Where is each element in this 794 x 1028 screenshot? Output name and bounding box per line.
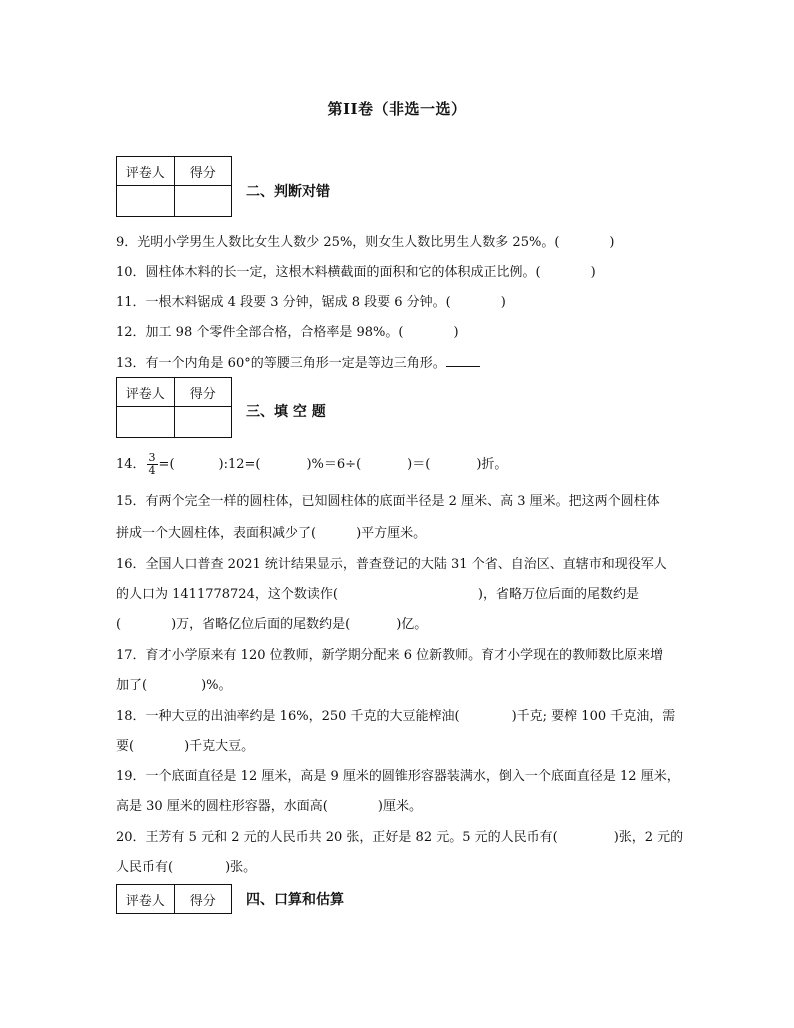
score-box-header-reviewer: 评卷人 [117, 378, 175, 407]
question-20-line-2: 人民币有( )张。 [116, 860, 257, 875]
score-box-header-score: 得分 [174, 885, 232, 914]
question-13: 13．有一个内角是 60°的等腰三角形一定是等边三角形。 [116, 352, 480, 371]
answer-underline[interactable] [446, 354, 480, 367]
score-box-cell-reviewer[interactable] [117, 186, 175, 217]
question-16-line-1: 16．全国人口普查 2021 统计结果显示，普查登记的大陆 31 个省、自治区、直辖市和现役军人 [116, 557, 667, 572]
score-box-header-reviewer: 评卷人 [117, 885, 175, 914]
question-11: 11．一根木料锯成 4 段要 3 分钟，锯成 8 段要 6 分钟。( ) [116, 295, 506, 310]
question-16-line-2: 的人口为 1411778724，这个数读作( )，省略万位后面的尾数约是 [116, 587, 639, 602]
question-15-line-1: 15．有两个完全一样的圆柱体，已知圆柱体的底面半径是 2 厘米、高 3 厘米。把这两个圆柱体 [116, 494, 660, 509]
question-17-line-1: 17．育才小学原来有 120 位教师，新学期分配来 6 位新教师。育才小学现在的教师数比原来增 [116, 648, 664, 663]
score-box-header-reviewer: 评卷人 [117, 157, 175, 186]
score-box-cell-score[interactable] [174, 186, 232, 217]
fraction: $\frac{3}{4}$ [148, 451, 156, 477]
score-box-cell-score[interactable] [174, 407, 232, 438]
question-15-line-2: 拼成一个大圆柱体，表面积减少了( )平方厘米。 [116, 526, 427, 541]
score-box-cell-reviewer[interactable] [117, 407, 175, 438]
question-17-line-2: 加了( )%。 [116, 678, 232, 693]
question-19-line-2: 高是 30 厘米的圆柱形容器，水面高( )厘米。 [116, 799, 422, 814]
score-box [116, 156, 232, 217]
section-title-mental-math: 四、口算和估算 [246, 892, 344, 908]
question-19-line-1: 19．一个底面直径是 12 厘米，高是 9 厘米的圆锥形容器装满水，倒入一个底面直径是 12 厘米， [116, 769, 680, 784]
question-10: 10．圆柱体木料的长一定，这根木料横截面的面积和它的体积成正比例。( ) [116, 265, 596, 280]
question-14: 14． $\frac{3}{4}$ =( ):12=( )%＝6÷( )＝( )折。 [116, 451, 508, 477]
score-box [116, 377, 232, 438]
question-16-line-3: ( )万，省略亿位后面的尾数约是( )亿。 [116, 617, 428, 632]
score-box-header-score: 得分 [174, 157, 232, 186]
question-18-line-1: 18．一种大豆的出油率约是 16%，250 千克的大豆能榨油( )千克; 要榨 100 千克油，需 [116, 709, 676, 724]
page-title: 第II卷（非选一选） [327, 100, 467, 118]
question-18-line-2: 要( )千克大豆。 [116, 739, 255, 754]
section-title-judgement: 二、判断对错 [246, 184, 330, 200]
question-12: 12．加工 98 个零件全部合格，合格率是 98%。( ) [116, 325, 459, 340]
score-box-header-score: 得分 [174, 378, 232, 407]
score-box [116, 884, 232, 914]
question-20-line-1: 20．王芳有 5 元和 2 元的人民币共 20 张，正好是 82 元。5 元的人民币有( )张，2 元的 [116, 830, 684, 845]
section-title-fill-blank: 三、填 空 题 [246, 404, 326, 420]
question-9: 9．光明小学男生人数比女生人数少 25%，则女生人数比男生人数多 25%。( ) [116, 235, 615, 250]
